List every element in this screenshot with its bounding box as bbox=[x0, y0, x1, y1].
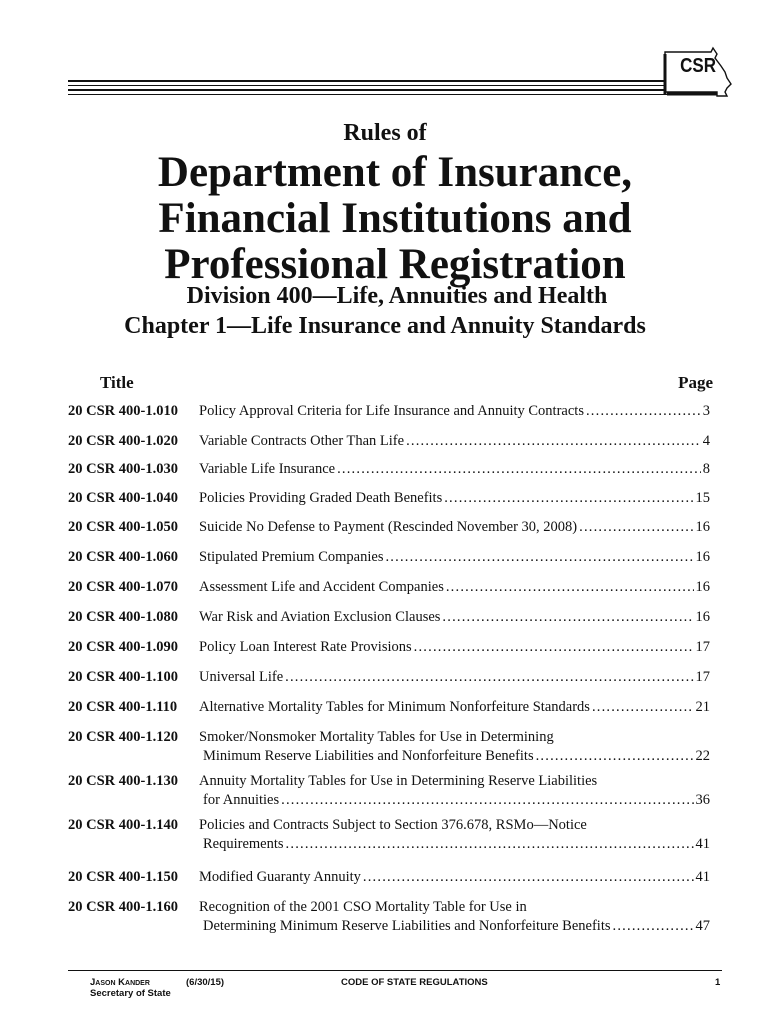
toc-entry-title-text: Policy Loan Interest Rate Provisions bbox=[199, 639, 412, 655]
toc-entry-title bbox=[199, 772, 710, 810]
toc-entry-title-line bbox=[199, 772, 710, 791]
footer-page-number: 1 bbox=[715, 977, 721, 988]
toc-entry-title-line bbox=[199, 518, 710, 537]
toc-entry-page: 8 bbox=[702, 461, 710, 477]
footer-role: Secretary of State bbox=[90, 988, 171, 999]
toc-leader-dots bbox=[446, 578, 694, 596]
toc-entry-page: 47 bbox=[695, 918, 710, 934]
toc-entry-title bbox=[199, 402, 710, 421]
footer-author: Jason Kander bbox=[90, 977, 150, 988]
toc-entry-title-line bbox=[199, 548, 710, 567]
toc-entry-number: 20 CSR 400-1.130 bbox=[68, 773, 178, 789]
department-title-line: Professional Registration bbox=[164, 241, 626, 288]
toc-entry-page: 21 bbox=[695, 699, 710, 715]
toc-entry-number: 20 CSR 400-1.040 bbox=[68, 490, 178, 506]
toc-leader-dots bbox=[536, 747, 694, 765]
toc-page-column-header: Page bbox=[678, 373, 713, 392]
toc-entry-title-line bbox=[199, 835, 710, 854]
toc-entry-number: 20 CSR 400-1.120 bbox=[68, 729, 178, 745]
toc-entry-title-line bbox=[199, 608, 710, 627]
toc-entry-title-line bbox=[199, 728, 710, 747]
toc-entry-title bbox=[199, 898, 710, 936]
toc-entry-title-text: Smoker/Nonsmoker Mortality Tables for Use in Determining bbox=[199, 729, 554, 745]
toc-entry-page: 16 bbox=[695, 519, 710, 535]
toc-entry-title-text: Requirements bbox=[203, 836, 284, 852]
toc-entry-title bbox=[199, 608, 710, 627]
toc-leader-dots bbox=[385, 548, 693, 566]
department-title-line: Financial Institutions and bbox=[158, 195, 632, 242]
toc-entry-number: 20 CSR 400-1.150 bbox=[68, 869, 178, 885]
header-rule bbox=[68, 80, 672, 98]
toc-leader-dots bbox=[444, 489, 693, 507]
toc-entry-number: 20 CSR 400-1.080 bbox=[68, 609, 178, 625]
toc-entry-title-line bbox=[199, 816, 710, 835]
toc-entry-title-text: for Annuities bbox=[203, 792, 280, 808]
footer-rule bbox=[68, 970, 722, 971]
toc-entry-title-line bbox=[199, 432, 710, 451]
toc-entry-title-text: Alternative Mortality Tables for Minimum Nonforfeiture Standards bbox=[199, 699, 590, 715]
toc-entry-title-text: Universal Life bbox=[199, 669, 284, 685]
toc-entry-title-line bbox=[199, 402, 710, 421]
toc-entry-page: 22 bbox=[695, 748, 710, 764]
toc-entry-title-text: War Risk and Aviation Exclusion Clauses bbox=[199, 609, 441, 625]
toc-entry-title-line bbox=[199, 578, 710, 597]
toc-entry-page: 36 bbox=[695, 792, 710, 808]
toc-entry-number: 20 CSR 400-1.110 bbox=[68, 699, 178, 715]
toc-entry-title bbox=[199, 578, 710, 597]
toc-entry-page: 16 bbox=[695, 579, 710, 595]
toc-entry-title-text: Suicide No Defense to Payment (Rescinded November 30, 2008) bbox=[199, 519, 578, 535]
toc-leader-dots bbox=[592, 698, 694, 716]
toc-entry-page: 17 bbox=[695, 669, 710, 685]
footer-publication: CODE OF STATE REGULATIONS bbox=[341, 977, 488, 988]
toc-entry-number: 20 CSR 400-1.070 bbox=[68, 579, 178, 595]
toc-entry-number: 20 CSR 400-1.050 bbox=[68, 519, 178, 535]
chapter-heading: Chapter 1—Life Insurance and Annuity Standards bbox=[124, 313, 646, 339]
toc-entry-title bbox=[199, 816, 710, 854]
toc-entry-number: 20 CSR 400-1.030 bbox=[68, 461, 178, 477]
toc-entry-title-line bbox=[199, 698, 710, 717]
toc-entry-title bbox=[199, 460, 710, 479]
toc-entry-title-text: Assessment Life and Accident Companies bbox=[199, 579, 444, 595]
toc-entry-title bbox=[199, 698, 710, 717]
toc-entry-number: 20 CSR 400-1.100 bbox=[68, 669, 178, 685]
toc-entry-title bbox=[199, 728, 710, 766]
toc-entry-title-text: Policy Approval Criteria for Life Insurance and Annuity Contracts bbox=[199, 403, 584, 419]
toc-entry-number: 20 CSR 400-1.020 bbox=[68, 433, 178, 449]
toc-entry-title-text: Modified Guaranty Annuity bbox=[199, 869, 361, 885]
logo-text: CSR bbox=[680, 55, 717, 77]
toc-leader-dots bbox=[414, 638, 694, 656]
toc-entry-title-text: Policies and Contracts Subject to Section 376.678, RSMo—Notice bbox=[199, 817, 587, 833]
toc-entry-number: 20 CSR 400-1.060 bbox=[68, 549, 178, 565]
toc-leader-dots bbox=[586, 402, 701, 420]
toc-title-column-header: Title bbox=[100, 373, 134, 392]
toc-leader-dots bbox=[363, 868, 694, 886]
toc-entry-title-line bbox=[199, 460, 710, 479]
toc-entry-page: 41 bbox=[695, 869, 710, 885]
toc-entry-title bbox=[199, 868, 710, 887]
toc-entry-title-line bbox=[199, 489, 710, 508]
toc-entry-title-line bbox=[199, 917, 710, 936]
toc-entry-title bbox=[199, 638, 710, 657]
rules-of-heading: Rules of bbox=[343, 120, 427, 146]
toc-leader-dots bbox=[579, 518, 693, 536]
toc-leader-dots bbox=[442, 608, 693, 626]
toc-entry-title-line bbox=[199, 791, 710, 810]
toc-entry-title-line bbox=[199, 747, 710, 766]
toc-leader-dots bbox=[281, 791, 693, 809]
toc-entry-title bbox=[199, 518, 710, 537]
toc-entry-title-line bbox=[199, 868, 710, 887]
toc-entry-number: 20 CSR 400-1.140 bbox=[68, 817, 178, 833]
toc-entry-page: 3 bbox=[702, 403, 710, 419]
toc-entry-number: 20 CSR 400-1.090 bbox=[68, 639, 178, 655]
toc-entry-page: 16 bbox=[695, 609, 710, 625]
toc-entry-number: 20 CSR 400-1.160 bbox=[68, 899, 178, 915]
toc-leader-dots bbox=[613, 917, 694, 935]
toc-entry-title-text: Stipulated Premium Companies bbox=[199, 549, 384, 565]
department-title-line: Department of Insurance, bbox=[157, 149, 633, 196]
toc-entry-title bbox=[199, 668, 710, 687]
toc-entry-title-text: Variable Life Insurance bbox=[199, 461, 336, 477]
toc-entry-number: 20 CSR 400-1.010 bbox=[68, 403, 178, 419]
toc-entry-title bbox=[199, 432, 710, 451]
toc-entry-title-line bbox=[199, 898, 710, 917]
toc-leader-dots bbox=[406, 432, 701, 450]
toc-entry-title-text: Recognition of the 2001 CSO Mortality Table for Use in bbox=[199, 899, 527, 915]
toc-entry-title-text: Minimum Reserve Liabilities and Nonforfeiture Benefits bbox=[203, 748, 534, 764]
toc-leader-dots bbox=[285, 668, 693, 686]
department-title bbox=[0, 150, 770, 288]
toc-leader-dots bbox=[337, 460, 701, 478]
footer-date: (6/30/15) bbox=[186, 977, 225, 988]
toc-entry-title bbox=[199, 548, 710, 567]
toc-entry-title bbox=[199, 489, 710, 508]
toc-entry-title-text: Annuity Mortality Tables for Use in Determining Reserve Liabilities bbox=[199, 773, 598, 789]
toc-entry-title-text: Variable Contracts Other Than Life bbox=[199, 433, 405, 449]
toc-entry-page: 17 bbox=[695, 639, 710, 655]
toc-entry-page: 16 bbox=[695, 549, 710, 565]
toc-leader-dots bbox=[286, 835, 694, 853]
division-heading: Division 400—Life, Annuities and Health bbox=[186, 283, 608, 309]
toc-entry-page: 4 bbox=[702, 433, 710, 449]
toc-entry-title-line bbox=[199, 668, 710, 687]
toc-entry-title-line bbox=[199, 638, 710, 657]
toc-entry-title-text: Determining Minimum Reserve Liabilities and Nonforfeiture Benefits bbox=[203, 918, 611, 934]
toc-entry-page: 41 bbox=[695, 836, 710, 852]
toc-entry-title-text: Policies Providing Graded Death Benefits bbox=[199, 490, 443, 506]
toc-entry-page: 15 bbox=[695, 490, 710, 506]
